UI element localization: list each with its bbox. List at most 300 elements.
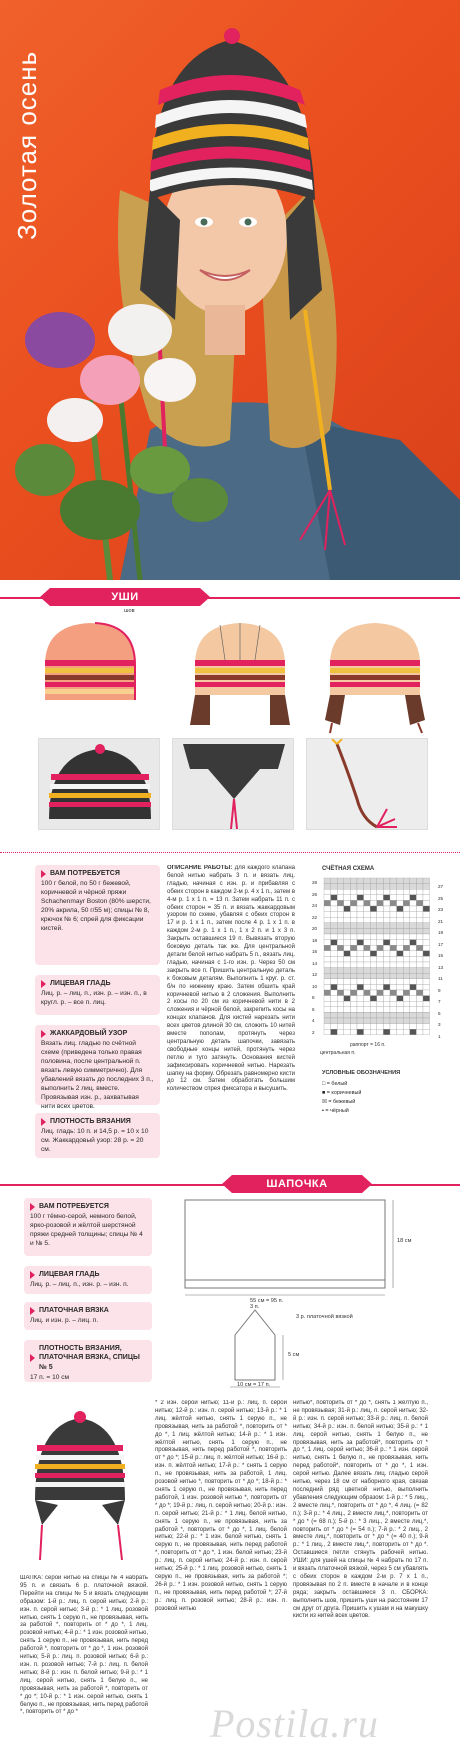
chart-cell	[383, 928, 390, 934]
chart-row-label: 10	[312, 983, 318, 989]
chart-cell	[377, 917, 384, 923]
chart-cell	[416, 889, 423, 895]
chart-cell	[423, 889, 430, 895]
chart-cell	[410, 878, 417, 884]
legend-label: = бежевый	[328, 1099, 356, 1105]
chart-cell	[416, 934, 423, 940]
chart-cell	[350, 984, 357, 990]
density-text-2: 17 п. = 10 см	[30, 1374, 70, 1382]
section-header-hat: ШАПОЧКА	[232, 1175, 362, 1193]
chart-cell	[410, 951, 417, 957]
chart-cell	[344, 1001, 351, 1007]
chart-cell	[410, 968, 417, 974]
chart-cell	[357, 1007, 364, 1013]
seam-label: шов	[124, 608, 135, 614]
chart-cell	[403, 1018, 410, 1024]
chart-cell	[337, 968, 344, 974]
chart-cell	[403, 1007, 410, 1013]
hero-illustration	[0, 0, 460, 580]
chart-cell	[423, 973, 430, 979]
chart-cell	[337, 979, 344, 985]
chart-cell	[324, 984, 331, 990]
density-title-1: ПЛОТНОСТЬ ВЯЗАНИЯ	[50, 1118, 131, 1125]
chart-cell	[344, 878, 351, 884]
chart-cell	[377, 979, 384, 985]
legend-item	[322, 1080, 361, 1089]
chart-cell	[383, 956, 390, 962]
chart-cell	[377, 968, 384, 974]
chart-cell	[344, 968, 351, 974]
legend-item	[322, 1107, 361, 1116]
chart-cell	[331, 912, 338, 918]
chart-cell	[370, 1001, 377, 1007]
chart-cell	[364, 1024, 371, 1030]
chart-cell	[390, 979, 397, 985]
chart-cell	[403, 906, 410, 912]
chart-cell	[377, 1018, 384, 1024]
chart-cell	[364, 956, 371, 962]
chart-cell	[410, 979, 417, 985]
chart-cell	[423, 1012, 430, 1018]
chart-cell	[377, 990, 384, 996]
chart-cell	[416, 979, 423, 985]
chart-cell	[370, 990, 377, 996]
chart-cell	[350, 996, 357, 1002]
density-box-1	[35, 1113, 160, 1158]
hat-photo-3	[306, 738, 428, 830]
chart-cell	[357, 928, 364, 934]
chart-cell	[357, 895, 364, 901]
chart-cell	[324, 884, 331, 890]
chart-cell	[383, 1012, 390, 1018]
chart-cell	[324, 912, 331, 918]
chart-cell	[350, 1012, 357, 1018]
chart-cell	[403, 900, 410, 906]
chart-cell	[383, 906, 390, 912]
chart-cell	[331, 928, 338, 934]
chart-cell	[331, 884, 338, 890]
chart-cell	[364, 900, 371, 906]
chart-cell	[397, 962, 404, 968]
chart-cell	[344, 1007, 351, 1013]
chart-cell	[344, 973, 351, 979]
chart-cell	[370, 884, 377, 890]
materials-title-2: ВАМ ПОТРЕБУЕТСЯ	[39, 1203, 109, 1210]
chart-cell	[370, 968, 377, 974]
chart-cell	[383, 900, 390, 906]
chart-cell	[357, 889, 364, 895]
chart-cell	[357, 900, 364, 906]
chart-cell	[364, 1029, 371, 1035]
chart-cell	[390, 962, 397, 968]
chart-cell	[397, 1029, 404, 1035]
chart-cell	[410, 884, 417, 890]
chart-row-label: 15	[438, 953, 444, 958]
chart-cell	[350, 900, 357, 906]
chart-cell	[324, 928, 331, 934]
chart-cell	[410, 962, 417, 968]
chart-cell	[390, 1018, 397, 1024]
dim-band: 3 р. платочной вязкой	[296, 1314, 353, 1320]
chart-cell	[383, 878, 390, 884]
chart-cell	[331, 956, 338, 962]
chart-cell	[324, 945, 331, 951]
chart-row-label: 26	[312, 891, 318, 897]
chart-cell	[423, 984, 430, 990]
chart-cell	[390, 884, 397, 890]
chart-cell	[397, 1018, 404, 1024]
chart-cell	[423, 945, 430, 951]
chart-cell	[370, 945, 377, 951]
chart-cell	[423, 979, 430, 985]
chart-cell	[383, 951, 390, 957]
chart-cell	[344, 923, 351, 929]
legend-label: = коричневый	[326, 1090, 362, 1096]
chart-cell	[350, 940, 357, 946]
chart-cell	[390, 1012, 397, 1018]
chart-cell	[377, 956, 384, 962]
chart-cell	[416, 923, 423, 929]
chart-cell	[397, 940, 404, 946]
chart-cell	[390, 940, 397, 946]
chart-cell	[350, 951, 357, 957]
chart-cell	[344, 934, 351, 940]
chart-cell	[364, 917, 371, 923]
chart-cell	[403, 962, 410, 968]
stockinette-text-1: Лиц. р. – лиц. п., изн. р. – изн. п., в кругл. р. – все п. лиц.	[41, 990, 147, 1007]
legend-list	[322, 1080, 361, 1116]
chart-cell	[370, 996, 377, 1002]
chart-cell	[370, 962, 377, 968]
chart-cell	[344, 990, 351, 996]
chart-cell	[410, 889, 417, 895]
chart-cell	[403, 895, 410, 901]
chart-cell	[397, 895, 404, 901]
chart-cell	[324, 906, 331, 912]
chart-cell	[331, 917, 338, 923]
chart-cell	[423, 1024, 430, 1030]
chart-cell	[423, 996, 430, 1002]
chart-cell	[403, 968, 410, 974]
chart-cell	[383, 934, 390, 940]
stockinette-title-2: ЛИЦЕВАЯ ГЛАДЬ	[39, 1271, 100, 1278]
chart-cell	[324, 1018, 331, 1024]
chart-cell	[344, 889, 351, 895]
legend-label: = белый	[326, 1081, 348, 1087]
chart-cell	[397, 968, 404, 974]
chart-cell	[410, 984, 417, 990]
chart-cell	[377, 923, 384, 929]
chart-cell	[350, 990, 357, 996]
chart-cell	[397, 979, 404, 985]
chart-cell	[410, 928, 417, 934]
chart-row-label: 11	[438, 976, 443, 981]
chart-cell	[416, 1007, 423, 1013]
chart-cell	[377, 940, 384, 946]
chart-cell	[383, 895, 390, 901]
hat-text-col-3: нитью*, повторить от * до *, снять 1 жёлтую п., не провязывая; 31-й р.: лиц. п. серой нитью; 32-й р.: изн. п. серой нитью; 33-й р.: лиц. п. белой нитью; 34-й р.: изн. п. белой нитью; 35-й р.: * 1 лиц. серой нитью, снять 1 белую п., не провязывая, нить за работой*, повторить от * до *, 1 лиц. серой нитью; 36-й р.: * 1 изн. серой нитью, снять 1 белую п., не провязывая, нить перед работой*, повторить от * до *, 1 изн. серой нитью. Далее вязать лиц. гладью серой нитью, через 18 см от наборного края, связав последний ряд цветной нитью, выполнить убавления следующим образом: 1-й р.: * 5 лиц., 2 вместе лиц.*, повторить от * до *, 4 лиц. (= 82 п.); 3-й р.: * 4 лиц., 2 вместе лиц.*, повторить от * до * (= 68 п.); 5-й р.: * 3 лиц., 2 вместе лиц.*, повторить от * до * (= 54 п.); 7-й р.: * 2 лиц., 2 вместе лиц.*, повторить от * до * (= 40 п.); 9-й р.: * 1 лиц., 2 вместе лиц.*, повторить от * до *. Оставшиеся петли стянуть рабочей нитью. УШИ: для ушей на спицы № 4 набрать по 17 п. и вязать платочной вязкой, через 5 см убавлять с обеих сторон в каждом 2-м р. 7 х 1 п., провязывая по 2 п. вместе в начале и в конце ряда; закрыть оставшиеся 3 п. СБОРКА: выполнить шов, пришить уши на расстоянии 17 см друг от друга. Пришить к ушам и на макушку кисти из нитей всех цветов.	[293, 1400, 428, 1620]
chart-cell	[331, 968, 338, 974]
chart-cell	[390, 928, 397, 934]
chart-cell	[383, 968, 390, 974]
chart-cell	[403, 912, 410, 918]
chart-cell	[364, 912, 371, 918]
jacquard-box	[35, 1025, 160, 1110]
chart-cell	[377, 945, 384, 951]
chart-cell	[337, 912, 344, 918]
chart-cell	[350, 1001, 357, 1007]
chart-cell	[337, 1001, 344, 1007]
chart-cell	[357, 878, 364, 884]
chart-cell	[390, 1001, 397, 1007]
chart-cell	[324, 1007, 331, 1013]
hat-text-col-2: * 2 изн. серой нитью; 11-й р.: лиц. п. серой нитью; 12-й р.: изн. п. серой нитью; 13-й р.: * 1 лиц. жёлтой нитью, снять 1 серую п., не провязывая, нить за работой *, повторить от * до *, 1 лиц. жёлтой нитью; 14-й р.: * 1 изн. жёлтой нитью, снять 1 серую п., не провязывая, нить перед работой *, повторить от * до *; 15-й р.: лиц. п. жёлтой нитью; 16-й р.: изн. п. жёлтой нитью; 17-й р.: * снять 1 серую п., не провязывая, нить за работой, 1 лиц. розовой нитью *, повторить от * до *; 18-й р.: * снять 1 серую п., не провязывая, нить перед работой, 1 изн. розовой нитью *, повторить от * до *; 19-й р.: лиц. п. серой нитью; 20-й р.: изн. п. серой нитью; 21-й р.: * 1 лиц. белой нитью, снять 1 серую п., не провязывая, нить за работой *, повторить от * до *, 1 лиц. белой нитью; 22-й р.: * 1 изн. белой нитью, снять 1 серую п., не провязывая, нить перед работой *, повторить от * до *, 1 изн. белой нитью; 23-й р.: лиц. п. серой нитью; 24-й р.: изн. п. серой нитью; 25-й р.: * 1 лиц. розовой нитью, снять 1 серую п., не провязывая, нить за работой *; 26-й р.: * 1 изн. розовой нитью, снять 1 серую п., не провязывая, нить перед работой *; 27-й р.: лиц. п. розовой нитью; 28-й р.: изн. п. розовой нитью	[155, 1400, 287, 1612]
chart-cell	[377, 934, 384, 940]
chart-cell	[370, 956, 377, 962]
chart-cell	[370, 878, 377, 884]
chart-cell	[364, 878, 371, 884]
chart-cell	[397, 990, 404, 996]
density-text-1: Лиц. гладь: 10 п. и 14,5 р. = 10 х 10 см. Жаккардовый узор: 28 р. = 20 см.	[41, 1128, 149, 1154]
chart-row-label: 14	[312, 960, 318, 966]
chart-cell	[357, 884, 364, 890]
chart-cell	[377, 1024, 384, 1030]
chart-cell	[324, 1029, 331, 1035]
chart-row-label: 23	[438, 907, 444, 912]
chart-cell	[403, 1012, 410, 1018]
chart-cell	[390, 906, 397, 912]
work-description	[167, 865, 295, 1165]
chart-cell	[324, 895, 331, 901]
chart-cell	[423, 917, 430, 923]
chart-cell	[357, 1018, 364, 1024]
chart-cell	[410, 1001, 417, 1007]
chart-cell	[331, 895, 338, 901]
chart-row-label: 3	[438, 1022, 441, 1027]
chart-cell	[344, 1029, 351, 1035]
chart-row-label: 27	[438, 884, 444, 889]
chart-cell	[383, 940, 390, 946]
chart-cell	[403, 945, 410, 951]
chart-cell	[416, 945, 423, 951]
chart-cell	[416, 984, 423, 990]
chart-cell	[423, 1018, 430, 1024]
chart-cell	[383, 1029, 390, 1035]
chart-cell	[337, 990, 344, 996]
chart-cell	[403, 1001, 410, 1007]
chart-cell	[390, 968, 397, 974]
counting-chart	[310, 874, 450, 1054]
chart-row-label: 17	[438, 941, 444, 947]
chart-cell	[324, 889, 331, 895]
chart-cell	[357, 1024, 364, 1030]
chart-cell	[416, 990, 423, 996]
chart-cell	[416, 912, 423, 918]
chart-cell	[331, 945, 338, 951]
chart-cell	[337, 906, 344, 912]
chart-cell	[403, 984, 410, 990]
chart-cell	[357, 973, 364, 979]
chart-cell	[403, 1024, 410, 1030]
watermark: Postila.ru	[210, 1701, 379, 1746]
chart-cell	[331, 990, 338, 996]
chart-cell	[331, 951, 338, 957]
chart-cell	[364, 895, 371, 901]
chart-cell	[423, 934, 430, 940]
chart-cell	[383, 945, 390, 951]
chart-cell	[357, 979, 364, 985]
chart-cell	[324, 951, 331, 957]
chart-cell	[364, 940, 371, 946]
chart-title: СЧЁТНАЯ СХЕМА	[322, 866, 375, 872]
chart-cell	[397, 912, 404, 918]
ears-diagram-3	[325, 623, 425, 733]
chart-cell	[324, 1024, 331, 1030]
chart-cell	[410, 990, 417, 996]
jacquard-text: Вязать лиц. гладью по счётной схеме (приведена только правая половина, после центральной п. вязать левую симметрично). Для убавлений вязать до последних 3 п., выполнить 2 лиц. вместе. Провязывая изн. р., захватывая нити всех цветов.	[41, 1040, 154, 1110]
chart-row-label: 2	[312, 1029, 315, 1035]
materials-text-1: 100 г белой, по 50 г бежевой, коричневой и чёрной пряжи Schachenmayr Boston (80% шерсти, 20% акрила, 50 г/55 м); спицы № 8, крючок № 6; спрей для фиксации кистей.	[41, 880, 151, 932]
chart-cell	[344, 1018, 351, 1024]
chart-cell	[370, 934, 377, 940]
chart-cell	[364, 1012, 371, 1018]
chart-cell	[377, 884, 384, 890]
stockinette-title-1: ЛИЦЕВАЯ ГЛАДЬ	[50, 980, 111, 987]
chart-cell	[331, 889, 338, 895]
chart-cell	[416, 895, 423, 901]
chart-cell	[410, 1018, 417, 1024]
chart-cell	[337, 895, 344, 901]
chart-cell	[370, 928, 377, 934]
materials-box-2	[24, 1198, 152, 1256]
chart-cell	[324, 962, 331, 968]
chart-cell	[350, 889, 357, 895]
density-box-2	[24, 1340, 152, 1382]
chart-cell	[344, 945, 351, 951]
chart-cell	[337, 1018, 344, 1024]
chart-cell	[331, 973, 338, 979]
chart-cell	[397, 923, 404, 929]
chart-cell	[390, 895, 397, 901]
chart-cell	[377, 973, 384, 979]
chart-cell	[364, 945, 371, 951]
chart-cell	[410, 973, 417, 979]
chart-cell	[370, 1024, 377, 1030]
stockinette-text-2: Лиц. р. – лиц. п., изн. р. – изн. п.	[30, 1281, 129, 1289]
chart-cell	[344, 956, 351, 962]
chart-row-label: 8	[312, 995, 315, 1000]
chart-cell	[364, 928, 371, 934]
chart-cell	[370, 895, 377, 901]
chart-cell	[344, 1024, 351, 1030]
chart-cell	[416, 1012, 423, 1018]
chart-cell	[377, 906, 384, 912]
chart-row-label: 20	[312, 926, 318, 931]
chart-cell	[364, 973, 371, 979]
chart-cell	[416, 956, 423, 962]
chart-cell	[390, 917, 397, 923]
chart-cell	[416, 878, 423, 884]
chart-cell	[403, 889, 410, 895]
chart-cell	[423, 951, 430, 957]
chart-cell	[344, 979, 351, 985]
chart-cell	[377, 984, 384, 990]
ears-diagram-1	[45, 623, 135, 700]
chart-cell	[350, 962, 357, 968]
chart-row-label: 19	[438, 930, 444, 935]
chart-cell	[377, 951, 384, 957]
chart-cell	[344, 906, 351, 912]
chart-cell	[397, 878, 404, 884]
chart-cell	[331, 923, 338, 929]
chart-cell	[350, 912, 357, 918]
chart-cell	[397, 884, 404, 890]
chart-cell	[383, 1001, 390, 1007]
chart-cell	[383, 889, 390, 895]
chart-cell	[357, 906, 364, 912]
chart-cell	[397, 889, 404, 895]
chart-cell	[337, 962, 344, 968]
chart-cell	[370, 1018, 377, 1024]
chart-cell	[410, 900, 417, 906]
chart-cell	[344, 884, 351, 890]
chart-cell	[410, 1024, 417, 1030]
hat-photo-1	[38, 738, 160, 830]
chart-cell	[390, 945, 397, 951]
chart-cell	[377, 996, 384, 1002]
chart-cell	[377, 889, 384, 895]
chart-cell	[416, 951, 423, 957]
chart-cell	[397, 906, 404, 912]
chart-row-label: 12	[312, 972, 318, 977]
chart-cell	[397, 1007, 404, 1013]
chart-cell	[390, 900, 397, 906]
chart-cell	[423, 956, 430, 962]
chart-cell	[416, 884, 423, 890]
chart-cell	[410, 917, 417, 923]
chart-cell	[383, 984, 390, 990]
chart-cell	[364, 923, 371, 929]
chart-row-label: 9	[438, 987, 441, 993]
chart-cell	[357, 990, 364, 996]
chart-cell	[416, 1024, 423, 1030]
chart-cell	[383, 973, 390, 979]
chart-cell	[350, 1029, 357, 1035]
chart-cell	[344, 917, 351, 923]
chart-cell	[410, 956, 417, 962]
legend-symbol: ▪	[322, 1108, 326, 1114]
chart-row-label: 22	[312, 914, 318, 920]
chart-cell	[383, 1007, 390, 1013]
chart-cell	[324, 1012, 331, 1018]
chart-cell	[403, 884, 410, 890]
chart-cell	[370, 973, 377, 979]
chart-cell	[403, 973, 410, 979]
chart-cell	[357, 951, 364, 957]
chart-cell	[344, 940, 351, 946]
legend-symbol: □	[322, 1081, 327, 1087]
chart-cell	[331, 934, 338, 940]
chart-cell	[324, 900, 331, 906]
chart-cell	[383, 1018, 390, 1024]
chart-cell	[350, 956, 357, 962]
chart-row-label: 28	[312, 880, 318, 885]
chart-cell	[337, 928, 344, 934]
chart-cell	[370, 889, 377, 895]
chart-cell	[423, 928, 430, 934]
chart-cell	[377, 1029, 384, 1035]
chart-cell	[370, 951, 377, 957]
